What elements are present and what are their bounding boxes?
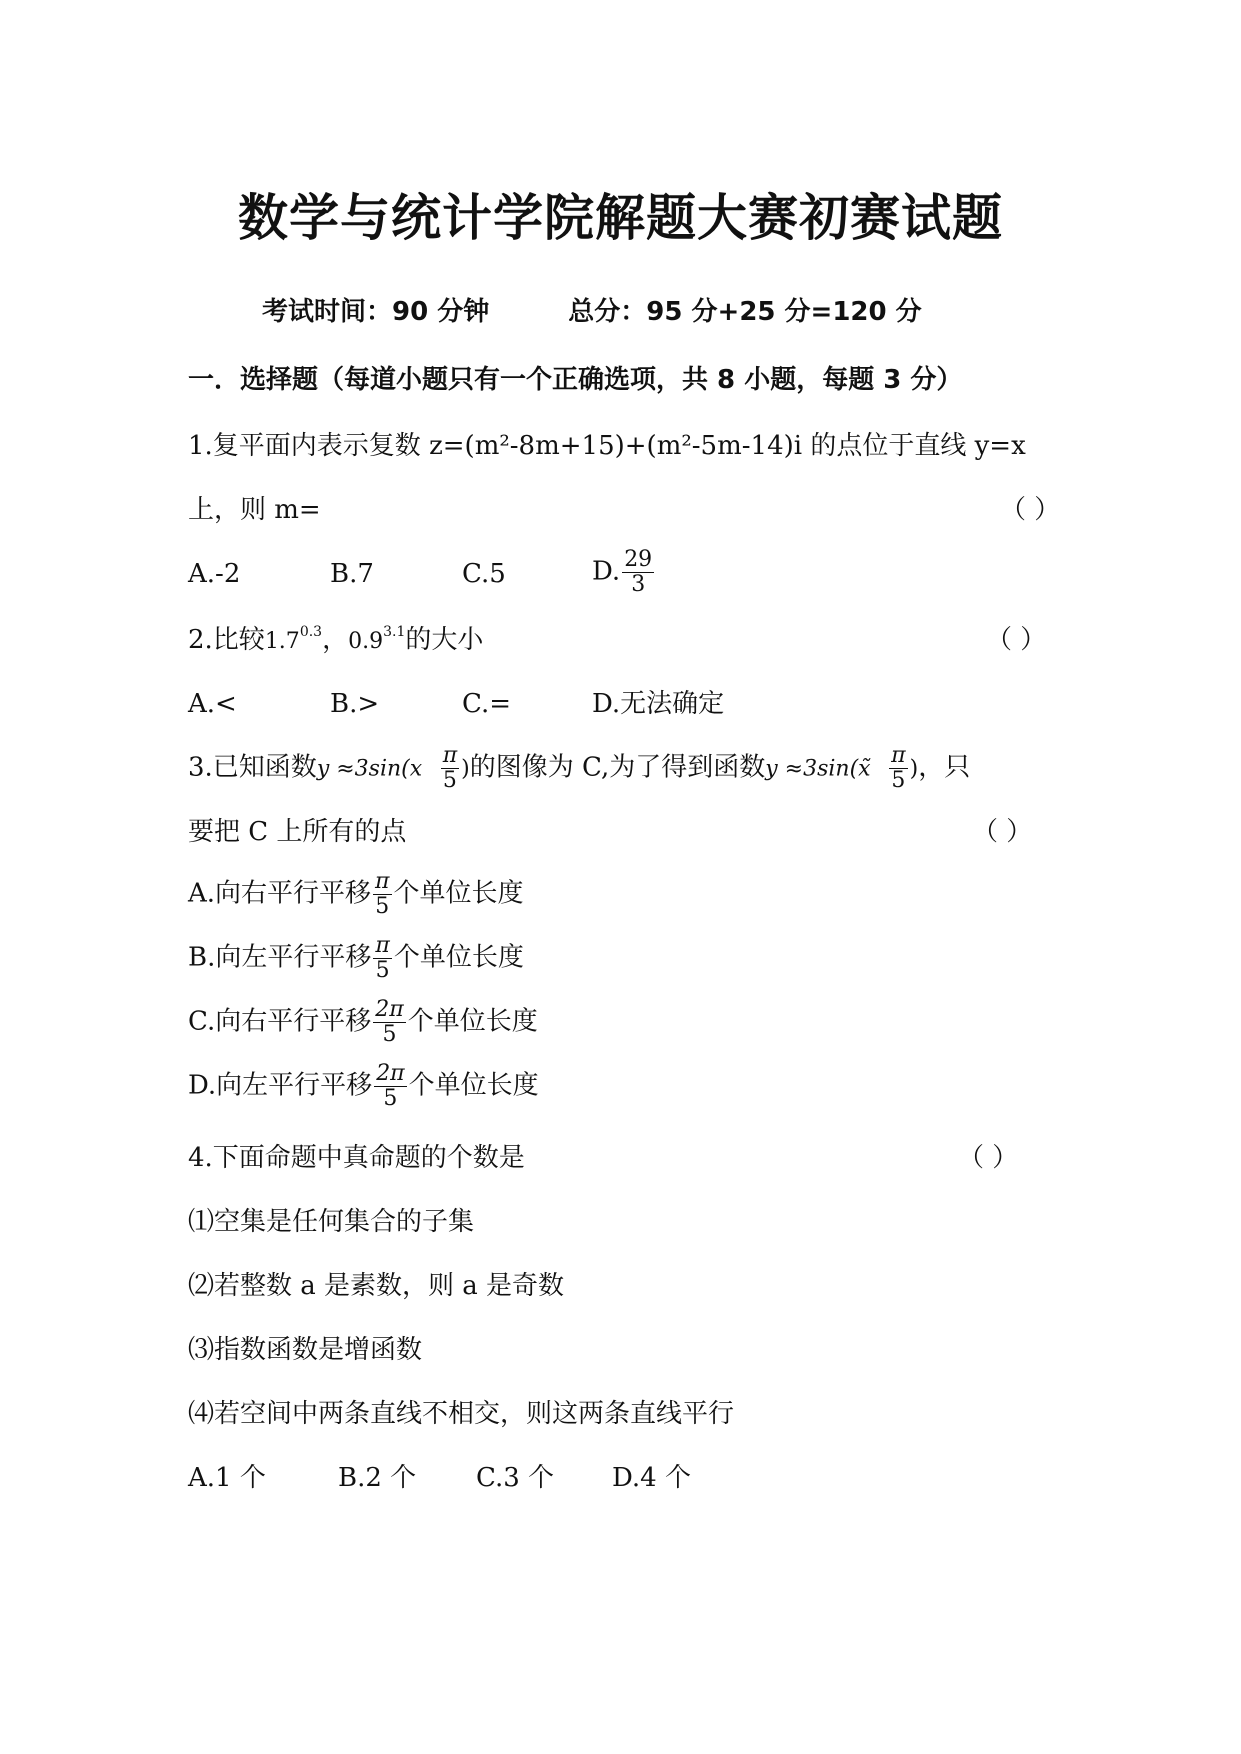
q2-answer-bracket: （ ） (986, 625, 1047, 655)
q4-stem: 4.下面命题中真命题的个数是 (188, 1143, 525, 1173)
q1-option-d (592, 548, 656, 597)
q2-option-c: C.= (462, 689, 512, 719)
q3-option-b-pre: B.向左平行平移 (188, 942, 372, 973)
fraction-denominator: 5 (383, 1086, 398, 1111)
fraction-numerator: 2π (376, 1061, 405, 1086)
q1-option-b: B.7 (330, 559, 374, 589)
q3-line1 (188, 744, 970, 793)
q3-option-d-post: 个单位长度 (408, 1070, 539, 1101)
q2-prefix: 2.比较 (188, 625, 265, 655)
q3-option-d (188, 1062, 539, 1111)
q3-prefix: 3.已知函数 (188, 752, 317, 783)
q4-option-a: A.1 个 (188, 1463, 266, 1493)
exam-time: 考试时间：90 分钟 (262, 297, 490, 327)
q3-option-a-fraction (373, 870, 391, 919)
q4-answer-bracket: （ ） (958, 1143, 1019, 1173)
q3-fraction2 (889, 744, 907, 793)
section-heading: 一．选择题（每道小题只有一个正确选项，共 8 小题，每题 3 分） (188, 365, 963, 395)
q4-option-c: C.3 个 (476, 1463, 555, 1493)
q1-answer-bracket: （ ） (1000, 495, 1061, 525)
q3-option-c (188, 998, 538, 1047)
q1-line1: 1.复平面内表示复数 z=(m²-8m+15)+(m²-5m-14)i 的点位于直线 y=x (188, 431, 1026, 461)
q4-item-4: ⑷若空间中两条直线不相交，则这两条直线平行 (188, 1399, 735, 1429)
q4-option-d: D.4 个 (612, 1463, 691, 1493)
q4-option-b: B.2 个 (338, 1463, 417, 1493)
q3-fraction1 (441, 744, 459, 793)
q3-option-a-post: 个单位长度 (393, 878, 524, 909)
fraction-numerator: π (891, 743, 906, 768)
q3-option-a-pre: A.向右平行平移 (188, 878, 372, 909)
q3-function2: y ≈3sin(x̃ (765, 756, 871, 782)
q3-answer-bracket: （ ） (972, 817, 1033, 847)
fraction-numerator: π (375, 869, 390, 894)
q2-option-d: D.无法确定 (592, 689, 725, 719)
q2-expr1-base: 1.7 (264, 629, 300, 654)
q3-line2: 要把 C 上所有的点 (188, 817, 407, 847)
q4-item-1: ⑴空集是任何集合的子集 (188, 1207, 475, 1237)
q4-item-3: ⑶指数函数是增函数 (188, 1335, 423, 1365)
fraction-denominator: 5 (375, 894, 390, 919)
q2-sep: ， (322, 625, 349, 655)
q2-option-b: B.> (330, 689, 380, 719)
fraction-numerator: π (375, 933, 390, 958)
total-score: 总分：95 分+25 分=120 分 (568, 297, 922, 327)
fraction-numerator: π (442, 743, 458, 768)
q3-option-a (188, 870, 524, 919)
q3-function1: y ≈3sin(x (316, 756, 423, 782)
fraction-denominator: 3 (631, 572, 646, 597)
q1-line2: 上，则 m= (188, 495, 321, 525)
fraction-denominator: 5 (375, 958, 390, 983)
fraction-numerator: 29 (624, 547, 653, 572)
q3-option-c-pre: C.向右平行平移 (188, 1006, 372, 1037)
fraction-denominator: 5 (442, 768, 457, 793)
q3-option-d-pre: D.向左平行平移 (188, 1070, 373, 1101)
fraction-denominator: 5 (891, 768, 906, 793)
q2-expr1-exp: 0.3 (299, 624, 323, 640)
q3-close1: ) (461, 756, 470, 782)
q1-option-d-fraction (622, 548, 654, 597)
fraction-denominator: 5 (382, 1022, 397, 1047)
q3-mid: 的图像为 C,为了得到函数 (469, 752, 766, 783)
exam-meta (262, 292, 922, 332)
q4-item-2: ⑵若整数 a 是素数，则 a 是奇数 (188, 1271, 565, 1301)
q2-line (188, 620, 483, 662)
q2-option-a: A.< (188, 689, 237, 719)
q1-option-c: C.5 (462, 559, 506, 589)
q3-option-d-fraction (374, 1062, 406, 1111)
q3-option-b-post: 个单位长度 (393, 942, 524, 973)
q3-option-c-fraction (373, 998, 405, 1047)
q3-close2: ) (909, 756, 919, 782)
fraction-numerator: 2π (375, 997, 404, 1022)
q3-option-b (188, 934, 524, 983)
q1-option-d-label: D. (592, 556, 621, 587)
page-title: 数学与统计学院解题大赛初赛试题 (238, 189, 1003, 247)
q3-tail: ，只 (918, 752, 971, 783)
q1-option-a: A.-2 (188, 559, 241, 589)
q3-option-b-fraction (373, 934, 391, 983)
q2-expr2-base: 0.9 (348, 629, 384, 654)
q2-expr2-exp: 3.1 (383, 624, 406, 640)
q2-suffix: 的大小 (405, 625, 484, 655)
q3-option-c-post: 个单位长度 (407, 1006, 538, 1037)
